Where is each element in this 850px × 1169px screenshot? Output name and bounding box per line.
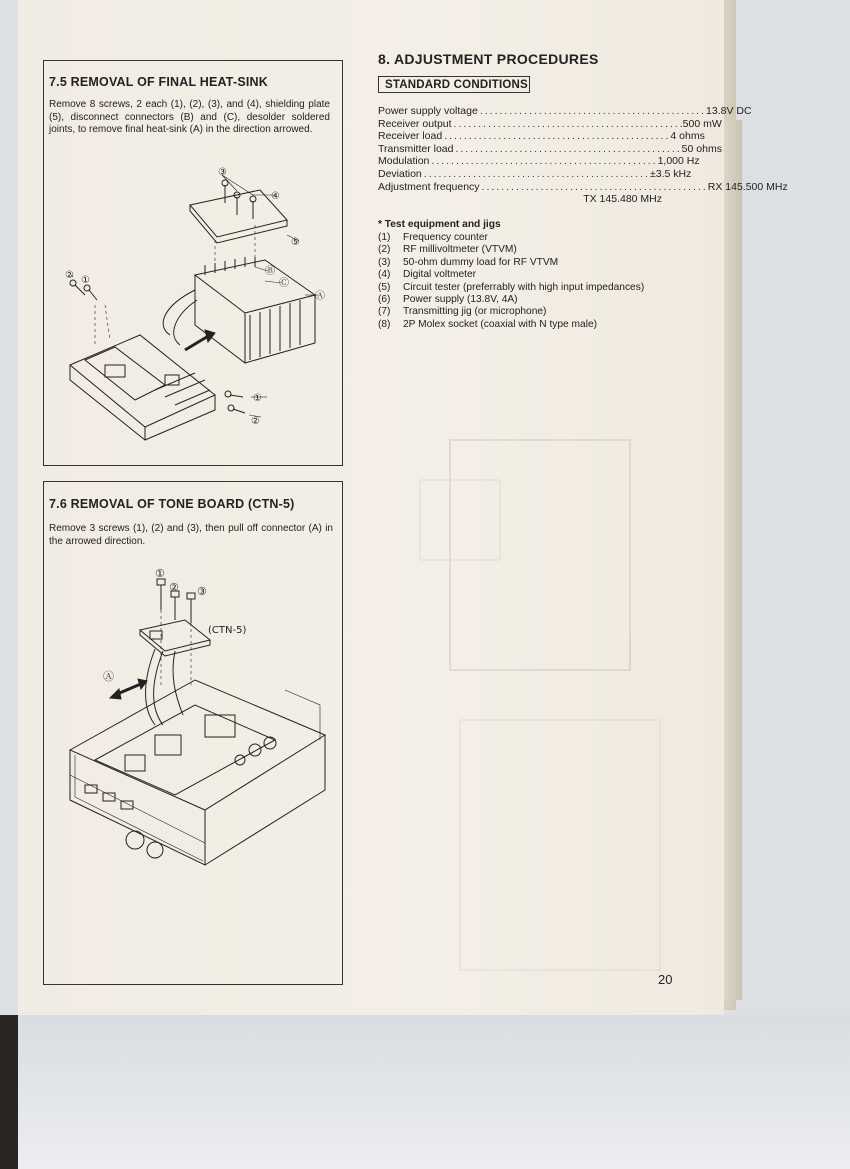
callout-a: Ⓐ [315,291,325,302]
equipment-item: (8) 2P Molex socket (coaxial with N type male) [378,318,598,330]
section-7-6-text: Remove 3 screws (1), (2) and (3), then pull off connector (A) in the arrowed direction. [49,523,333,547]
callout-2: ② [65,270,74,281]
test-equipment-header: * Test equipment and jigs [378,219,501,230]
callout-2: ② [169,581,179,594]
callout-1b: ① [253,393,262,404]
test-equipment-list [378,219,668,331]
condition-row: Receiver output .............................................. .500 mW [378,117,722,130]
condition-row: Modulation .............................................. 1,000 Hz [378,155,700,168]
equipment-item: (5) Circuit tester (preferrably with high input impedances) [378,281,645,293]
condition-row: Transmitter load .............................................. 50 ohms [378,142,722,155]
standard-conditions-list [378,105,788,206]
callout-3: ③ [218,167,227,178]
callout-a: Ⓐ [103,670,114,683]
callout-c: Ⓒ [279,278,289,289]
section-7-6-title: 7.6 REMOVAL OF TONE BOARD (CTN-5) [49,497,295,511]
condition-row: Adjustment frequency .............................................. RX 145.500 MHz [378,180,788,193]
scanner-background [0,1015,850,1169]
equipment-item: (4) Digital voltmeter [378,269,477,281]
tx-frequency: TX 145.480 MHz [583,193,662,206]
callout-3: ③ [197,585,207,598]
ctn-5-label: (CTN-5) [208,625,247,636]
callout-4: ④ [271,191,280,202]
equipment-item: (3) 50-ohm dummy load for RF VTVM [378,256,559,268]
scanner-edge [0,1015,18,1169]
page-edge-shadow [724,120,742,1000]
equipment-item: (7) Transmitting jig (or microphone) [378,306,547,318]
condition-row: Receiver load .............................................. 4 ohms [378,130,705,143]
tone-board-removal-illustration [55,565,335,875]
show-through-graphic [420,420,680,980]
callout-5: ⑤ [291,237,300,248]
condition-row: Deviation .............................................. ±3.5 kHz [378,167,692,180]
callout-2b: ② [251,416,260,427]
section-7-5-text: Remove 8 screws, 2 each (1), (2), (3), and (4), shielding plate (5), disconnect connectors (B) and (C), desolder soldered joints, to remove final heat-sink (A) in the direction arrowed. [49,99,330,136]
standard-conditions-label: STANDARD CONDITIONS [378,76,530,93]
callout-1: ① [155,567,165,580]
page-number: 20 [658,972,673,987]
section-8-title: 8. ADJUSTMENT PROCEDURES [378,51,599,67]
callout-b: Ⓑ [265,266,275,277]
heat-sink-removal-illustration [55,165,340,435]
equipment-item: (2) RF millivoltmeter (VTVM) [378,244,517,256]
equipment-item: (1) Frequency counter [378,232,488,243]
section-7-5-title: 7.5 REMOVAL OF FINAL HEAT-SINK [49,75,268,89]
equipment-item: (6) Power supply (13.8V, 4A) [378,294,518,306]
condition-row: Power supply voltage .............................................. 13.8V DC [378,105,752,117]
callout-1: ① [81,275,90,286]
